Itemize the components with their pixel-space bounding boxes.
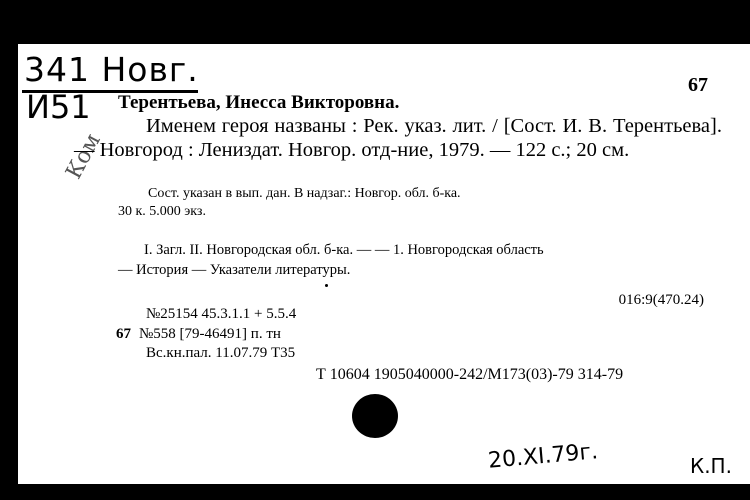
handwritten-date: 20.XI.79г. bbox=[487, 439, 599, 474]
register-line-2-text: №558 [79-46491] п. тн bbox=[139, 326, 281, 342]
notes-line-1: Сост. указан в вып. дан. В надзаг.: Новгор. обл. б-ка. bbox=[148, 186, 461, 201]
title-description: Именем героя названы : Рек. указ. лит. / [Сост. И. В. Терентьева]. — Новгород : Лениздат. Новгор. отд-ние, 1979. — 122 с.; 20 см. bbox=[74, 115, 722, 161]
register-line-4: Т 10604 1905040000-242/М173(03)-79 314-79 bbox=[316, 366, 624, 383]
register-line-1: №25154 45.3.1.1 + 5.5.4 bbox=[146, 306, 297, 322]
register-line-2 bbox=[116, 326, 281, 343]
notes-line-2: 30 к. 5.000 экз. bbox=[118, 204, 206, 219]
classification-code: 016:9(470.24) bbox=[618, 292, 704, 308]
tracings-line-1: I. Загл. II. Новгородская обл. б-ка. — — 1. Новгородская область bbox=[144, 242, 544, 258]
register-line-2-prefix: 67 bbox=[116, 326, 131, 342]
author-mark: И51 bbox=[26, 88, 91, 126]
register-line-3: Вс.кн.пал. 11.07.79 Т35 bbox=[146, 345, 296, 361]
dot-mark bbox=[325, 284, 328, 287]
page-number: 67 bbox=[688, 74, 708, 96]
handwritten-initials: К.П. bbox=[690, 454, 732, 478]
author-heading: Терентьева, Инесса Викторовна. bbox=[118, 92, 400, 113]
pencil-note: Ком bbox=[61, 129, 106, 184]
tracings-line-2: — История — Указатели литературы. bbox=[118, 262, 351, 278]
catalog-card bbox=[18, 44, 750, 484]
punch-hole bbox=[352, 394, 398, 438]
shelf-code: 341 Новг. bbox=[24, 50, 199, 89]
